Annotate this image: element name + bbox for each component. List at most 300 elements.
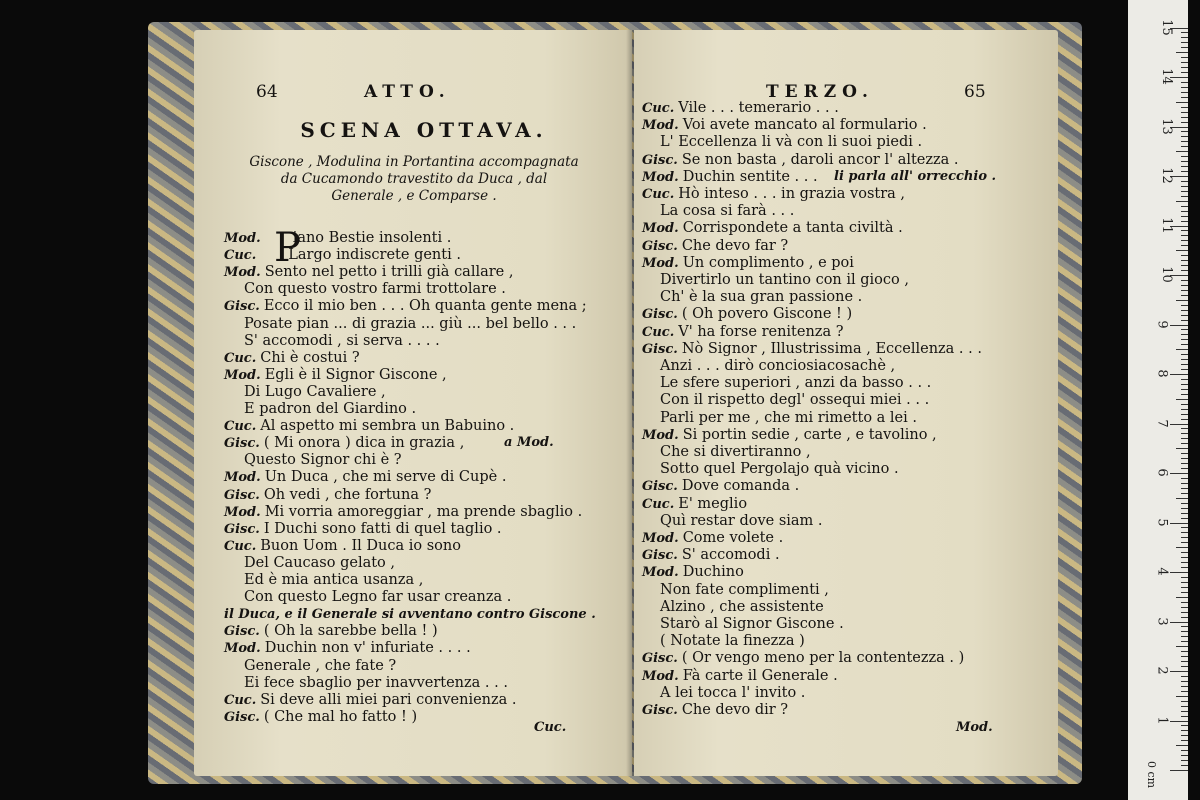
measuring-ruler [1128, 0, 1188, 800]
line-text: Che si divertiranno , [660, 444, 811, 460]
ruler-minor-tick [1181, 334, 1188, 335]
speaker-label: Cuc. [224, 692, 257, 708]
dialogue-line [660, 289, 862, 305]
ruler-minor-tick [1181, 112, 1188, 113]
ruler-number: 13 [1158, 117, 1174, 135]
dialogue-line [224, 692, 517, 709]
ruler-minor-tick [1181, 409, 1188, 410]
dialogue-line [224, 367, 447, 384]
ruler-minor-tick [1181, 97, 1188, 98]
dialogue-line [642, 186, 905, 203]
ruler-minor-tick [1181, 676, 1188, 677]
dialogue-line [642, 547, 780, 564]
line-text: Starò al Signor Giscone . [660, 616, 844, 632]
ruler-minor-tick [1181, 270, 1188, 271]
ruler-minor-tick [1181, 181, 1188, 182]
ruler-minor-tick [1181, 686, 1188, 687]
dialogue-line [642, 478, 799, 495]
ruler-minor-tick [1181, 117, 1188, 118]
ruler-minor-tick [1181, 488, 1188, 489]
dialogue-line [660, 582, 829, 598]
ruler-minor-tick [1181, 750, 1188, 751]
dialogue-line [660, 375, 931, 391]
ruler-minor-tick [1181, 379, 1188, 380]
line-text: La cosa si farà . . . [660, 203, 795, 220]
ruler-minor-tick [1181, 463, 1188, 464]
line-text: Chi è costui ? [260, 349, 360, 366]
ruler-number: 8 [1154, 369, 1170, 378]
dialogue-line [244, 281, 506, 297]
left-page [194, 30, 632, 776]
line-text: Fà carte il Generale . [682, 667, 838, 684]
ruler-minor-tick [1176, 646, 1188, 647]
speaker-label: Mod. [224, 231, 261, 246]
ruler-minor-tick [1181, 537, 1188, 538]
ruler-minor-tick [1181, 518, 1188, 519]
stage-direction-line: da Cucamondo travestito da Duca , dal [280, 171, 548, 187]
ruler-minor-tick [1181, 626, 1188, 627]
ruler-minor-tick [1181, 295, 1188, 296]
ruler-number: 10 [1158, 266, 1174, 283]
dialogue-line [224, 350, 360, 367]
ruler-number: 1 [1154, 715, 1170, 725]
dialogue-line [642, 427, 937, 444]
line-text: Che devo dir ? [681, 702, 789, 718]
stage-direction-line: Giscone , Modulina in Portantina accompagnata [249, 154, 579, 170]
line-text: Alzino , che assistente [660, 598, 824, 615]
ruler-minor-tick [1181, 631, 1188, 632]
line-text: Generale , che fate ? [244, 657, 397, 674]
line-text: Duchin sentite . . . [682, 168, 818, 185]
speaker-label: Mod. [642, 118, 679, 134]
ruler-major-tick [1170, 523, 1188, 524]
line-text: Al aspetto mi sembra un Babuino . [260, 418, 515, 435]
ruler-minor-tick [1176, 696, 1188, 697]
speaker-label: Cuc. [224, 350, 257, 366]
speaker-label: Gisc. [642, 703, 678, 718]
line-text: Anzi . . . dirò conciosiacosachè , [660, 358, 896, 374]
ruler-minor-tick [1181, 458, 1188, 459]
dialogue-line [244, 333, 440, 349]
ruler-minor-tick [1181, 428, 1188, 429]
ruler-minor-tick [1176, 547, 1188, 548]
stage-direction [214, 154, 614, 205]
ruler-minor-tick [1181, 42, 1188, 43]
line-text: Oh vedi , che fortuna ? [263, 486, 432, 503]
speaker-label: Mod. [642, 427, 679, 443]
line-text: E padron del Giardino . [244, 401, 417, 417]
ruler-minor-tick [1181, 37, 1188, 38]
ruler-minor-tick [1181, 419, 1188, 420]
dialogue-line [244, 572, 423, 588]
line-text: Duchino [682, 564, 744, 581]
speaker-label: Gisc. [642, 152, 678, 168]
ruler-minor-tick [1181, 592, 1188, 593]
dialogue-line [642, 306, 852, 323]
dialogue-line [642, 169, 818, 186]
ruler-major-tick [1170, 721, 1188, 722]
dialogue-line [642, 152, 959, 169]
line-text: Non fate complimenti , [660, 581, 829, 598]
ruler-minor-tick [1181, 230, 1188, 231]
right-page [634, 30, 1058, 776]
dialogue-line [244, 452, 402, 468]
line-text: ( Oh povero Giscone ! ) [681, 306, 853, 323]
line-text: Mi vorria amoreggiar , ma prende sbaglio . [264, 503, 583, 520]
line-text: Posate pian ... di grazia ... giù ... bel bello . . . [244, 315, 577, 332]
ruler-minor-tick [1181, 196, 1188, 197]
ruler-minor-tick [1181, 755, 1188, 756]
ruler-number: 7 [1154, 418, 1170, 428]
page-number: 65 [964, 82, 986, 102]
ruler-minor-tick [1181, 765, 1188, 766]
dialogue-line [642, 341, 982, 358]
speaker-label: Gisc. [642, 238, 678, 254]
dialogue-line [660, 410, 917, 426]
dialogue-line [244, 555, 395, 571]
page-number: 64 [256, 82, 278, 102]
ruler-minor-tick [1181, 221, 1188, 222]
ruler-minor-tick [1181, 364, 1188, 365]
line-text: Sento nel petto i trilli già callare , [264, 264, 514, 281]
line-text: A lei tocca l' invito . [660, 684, 806, 701]
ruler-minor-tick [1181, 433, 1188, 434]
ruler-minor-tick [1181, 260, 1188, 261]
speaker-label: Gisc. [224, 436, 260, 452]
ruler-minor-tick [1181, 62, 1188, 63]
line-text: il Duca, e il Generale si avventano contro Giscone . [224, 607, 596, 623]
dialogue-line [660, 444, 811, 460]
ruler-minor-tick [1181, 216, 1188, 217]
dialogue-line [224, 264, 513, 281]
ruler-minor-tick [1181, 280, 1188, 281]
line-text: Con il rispetto degl' ossequi miei . . . [660, 392, 930, 409]
dialogue-line [224, 435, 464, 452]
book [148, 22, 1082, 784]
speaker-label: Mod. [224, 641, 261, 657]
speaker-label: Gisc. [642, 548, 678, 564]
line-text: I Duchi sono fatti di quel taglio . [263, 520, 502, 537]
dialogue-line [660, 358, 895, 374]
ruler-minor-tick [1181, 414, 1188, 415]
line-text: Un complimento , e poi [682, 254, 854, 271]
dialogue-line [642, 220, 903, 237]
speaker-label: Gisc. [642, 651, 678, 667]
ruler-minor-tick [1181, 453, 1188, 454]
line-text: Parli per me , che mi rimetto a lei . [660, 409, 917, 426]
ruler-minor-tick [1181, 730, 1188, 731]
ruler-minor-tick [1176, 250, 1188, 251]
line-text: ( Or vengo meno per la contentezza . ) [681, 650, 965, 667]
ruler-minor-tick [1181, 691, 1188, 692]
line-text: Ed è mia antica usanza , [244, 572, 424, 588]
dialogue-line [224, 298, 587, 315]
ruler-minor-tick [1181, 666, 1188, 667]
ruler-minor-tick [1181, 735, 1188, 736]
ruler-major-tick [1170, 473, 1188, 474]
ruler-minor-tick [1176, 349, 1188, 350]
ruler-minor-tick [1181, 503, 1188, 504]
ruler-minor-tick [1176, 102, 1188, 103]
line-text: Questo Signor chi è ? [244, 452, 402, 469]
ruler-minor-tick [1181, 587, 1188, 588]
speaker-label: Mod. [224, 367, 261, 383]
speaker-label: Mod. [642, 565, 679, 581]
line-text: Con questo vostro farmi trottolare . [244, 281, 506, 298]
dialogue-line [642, 668, 838, 685]
dialogue-line [660, 392, 929, 408]
ruler-number: 3 [1154, 616, 1170, 626]
ruler-major-tick [1170, 671, 1188, 672]
ruler-minor-tick [1181, 265, 1188, 266]
dialogue-line [642, 496, 747, 513]
dialogue-line [224, 247, 461, 264]
dialogue-line [642, 255, 854, 272]
ruler-minor-tick [1181, 577, 1188, 578]
ruler-minor-tick [1181, 612, 1188, 613]
ruler-minor-tick [1181, 389, 1188, 390]
ruler-minor-tick [1176, 201, 1188, 202]
ruler-minor-tick [1181, 359, 1188, 360]
line-text: Un Duca , che mi serve di Cupè . [264, 469, 507, 486]
ruler-minor-tick [1181, 478, 1188, 479]
dialogue-line [642, 702, 788, 719]
ruler-minor-tick [1181, 582, 1188, 583]
line-text: L' Eccellenza li và con li suoi piedi . [660, 134, 923, 151]
line-text: Corrispondete a tanta civiltà . [682, 220, 903, 237]
ruler-minor-tick [1181, 542, 1188, 543]
dialogue-line [224, 230, 451, 247]
ruler-minor-tick [1181, 255, 1188, 256]
line-text: Di Lugo Cavaliere , [244, 383, 386, 400]
stage-direction-line: Generale , e Comparse . [331, 188, 497, 204]
line-text: Egli è il Signor Giscone , [264, 366, 447, 383]
line-text: E' meglio [678, 495, 748, 512]
ruler-number: 14 [1158, 68, 1174, 85]
dialogue-line [660, 616, 844, 632]
aside-direction: a Mod. [504, 435, 554, 451]
ruler-minor-tick [1181, 468, 1188, 469]
catchword: Mod. [956, 720, 993, 735]
ruler-number: 2 [1154, 666, 1170, 675]
line-text: S' accomodi , si serva . . . . [244, 332, 440, 349]
speaker-label: Mod. [642, 255, 679, 271]
line-text: Quì restar dove siam . [660, 512, 823, 529]
dialogue-line [660, 134, 922, 150]
line-text: Se non basta , daroli ancor l' altezza . [681, 151, 959, 168]
speaker-label: Gisc. [642, 341, 678, 357]
running-head: ATTO. [364, 82, 451, 102]
ruler-minor-tick [1181, 57, 1188, 58]
ruler-minor-tick [1176, 448, 1188, 449]
dialogue-line [660, 513, 823, 529]
ruler-minor-tick [1181, 320, 1188, 321]
line-text: Con questo Legno far usar creanza . [244, 589, 512, 606]
ruler-minor-tick [1181, 186, 1188, 187]
ruler-minor-tick [1181, 47, 1188, 48]
dialogue-line [224, 538, 461, 555]
ruler-minor-tick [1176, 399, 1188, 400]
line-text: Hò inteso . . . in grazia vostra , [678, 186, 906, 202]
line-text: ( Mi onora ) dica in grazia , [263, 435, 465, 452]
ruler-minor-tick [1181, 760, 1188, 761]
ruler-minor-tick [1176, 52, 1188, 53]
ruler-minor-tick [1181, 369, 1188, 370]
line-text: Dove comanda . [681, 478, 800, 495]
speaker-label: Mod. [642, 169, 679, 185]
ruler-minor-tick [1181, 344, 1188, 345]
line-text: Nò Signor , Illustrissima , Eccellenza . . . [681, 340, 982, 357]
ruler-minor-tick [1181, 607, 1188, 608]
dialogue-line [660, 633, 805, 649]
ruler-minor-tick [1181, 493, 1188, 494]
scene-title: SCENA OTTAVA. [300, 118, 548, 142]
dialogue-line [660, 203, 794, 219]
ruler-minor-tick [1181, 87, 1188, 88]
speaker-label: Gisc. [224, 624, 260, 640]
speaker-label: Cuc. [642, 187, 675, 202]
dialogue-line [224, 640, 471, 657]
ruler-minor-tick [1176, 498, 1188, 499]
ruler-minor-tick [1181, 711, 1188, 712]
ruler-number: 5 [1154, 517, 1170, 527]
speaker-label: Cuc. [642, 324, 675, 340]
ruler-minor-tick [1181, 131, 1188, 132]
ruler-minor-tick [1181, 661, 1188, 662]
line-text: Largo indiscrete genti . [288, 247, 461, 264]
ruler-minor-tick [1181, 339, 1188, 340]
dialogue-line [224, 469, 506, 486]
dialogue-line [244, 401, 416, 417]
ruler-minor-tick [1181, 136, 1188, 137]
speaker-label: Mod. [224, 504, 261, 520]
dialogue-line [244, 589, 511, 605]
dialogue-line [642, 324, 843, 341]
ruler-minor-tick [1181, 725, 1188, 726]
ruler-major-tick [1170, 325, 1188, 326]
speaker-label: Cuc. [224, 419, 257, 435]
ruler-minor-tick [1181, 146, 1188, 147]
ruler-minor-tick [1181, 716, 1188, 717]
catchword: Cuc. [534, 720, 567, 735]
ruler-minor-tick [1181, 438, 1188, 439]
line-text: Divertirlo un tantino con il gioco , [660, 272, 909, 288]
dialogue-line [224, 623, 438, 640]
line-text: Ch' è la sua gran passione . [660, 289, 863, 306]
dialogue-line [642, 564, 744, 581]
dialogue-line [660, 461, 899, 477]
ruler-minor-tick [1181, 290, 1188, 291]
speaker-label: Mod. [224, 265, 261, 281]
drop-cap: P [274, 225, 301, 271]
dialogue-line [660, 599, 824, 615]
dialogue-line [224, 709, 417, 726]
dialogue-line [642, 650, 964, 667]
ruler-minor-tick [1181, 67, 1188, 68]
speaker-label: Cuc. [224, 248, 257, 264]
ruler-minor-tick [1176, 745, 1188, 746]
ruler-minor-tick [1181, 681, 1188, 682]
ruler-minor-tick [1181, 513, 1188, 514]
speaker-label: Mod. [642, 221, 679, 237]
ruler-minor-tick [1181, 483, 1188, 484]
ruler-major-tick [1170, 572, 1188, 573]
ruler-minor-tick [1181, 305, 1188, 306]
dialogue-line [660, 685, 805, 701]
line-text: Sotto quel Pergolajo quà vicino . [660, 461, 899, 478]
dialogue-line [642, 117, 927, 134]
ruler-minor-tick [1181, 141, 1188, 142]
ruler-minor-tick [1181, 72, 1188, 73]
ruler-minor-tick [1181, 32, 1188, 33]
line-text: Ei fece sbaglio per inavvertenza . . . [244, 674, 508, 691]
ruler-minor-tick [1181, 641, 1188, 642]
ruler-minor-tick [1181, 404, 1188, 405]
dialogue-line [642, 238, 788, 255]
dialogue-line [660, 272, 909, 288]
ruler-minor-tick [1181, 557, 1188, 558]
dialogue-line [224, 521, 502, 538]
line-text: S' accomodi . [681, 547, 780, 564]
dialogue-line [224, 504, 582, 521]
ruler-number: 9 [1154, 319, 1170, 329]
ruler-minor-tick [1176, 597, 1188, 598]
ruler-minor-tick [1181, 740, 1188, 741]
ruler-minor-tick [1181, 508, 1188, 509]
ruler-minor-tick [1181, 92, 1188, 93]
line-text: ( Che mal ho fatto ! ) [263, 708, 418, 725]
speaker-label: Gisc. [642, 307, 678, 323]
ruler-minor-tick [1181, 701, 1188, 702]
ruler-minor-tick [1181, 384, 1188, 385]
ruler-number: 6 [1154, 468, 1170, 477]
ruler-minor-tick [1181, 107, 1188, 108]
ruler-major-tick [1170, 622, 1188, 623]
ruler-major-tick [1170, 770, 1188, 771]
speaker-label: Gisc. [642, 479, 678, 495]
ruler-unit-label: 0 cm [1145, 760, 1159, 789]
ruler-minor-tick [1181, 443, 1188, 444]
speaker-label: Mod. [642, 531, 679, 546]
dialogue-line [224, 606, 596, 623]
ruler-minor-tick [1181, 245, 1188, 246]
ruler-minor-tick [1181, 354, 1188, 355]
ruler-minor-tick [1181, 211, 1188, 212]
ruler-minor-tick [1181, 706, 1188, 707]
ruler-minor-tick [1181, 651, 1188, 652]
dialogue-line [244, 675, 508, 691]
ruler-minor-tick [1176, 300, 1188, 301]
ruler-minor-tick [1181, 122, 1188, 123]
speaker-label: Gisc. [224, 521, 260, 537]
ruler-minor-tick [1181, 656, 1188, 657]
speaker-label: Cuc. [642, 101, 675, 116]
line-text: Come volete . [682, 530, 784, 546]
running-head: TERZO. [766, 82, 874, 102]
ruler-minor-tick [1181, 552, 1188, 553]
ruler-minor-tick [1181, 315, 1188, 316]
ruler-minor-tick [1181, 527, 1188, 528]
ruler-minor-tick [1181, 166, 1188, 167]
ruler-major-tick [1170, 424, 1188, 425]
ruler-minor-tick [1181, 171, 1188, 172]
speaker-label: Cuc. [224, 538, 257, 554]
ruler-minor-tick [1181, 329, 1188, 330]
ruler-minor-tick [1181, 602, 1188, 603]
ruler-minor-tick [1181, 617, 1188, 618]
speaker-label: Mod. [642, 668, 679, 684]
line-text: Duchin non v' infuriate . . . . [264, 640, 471, 657]
